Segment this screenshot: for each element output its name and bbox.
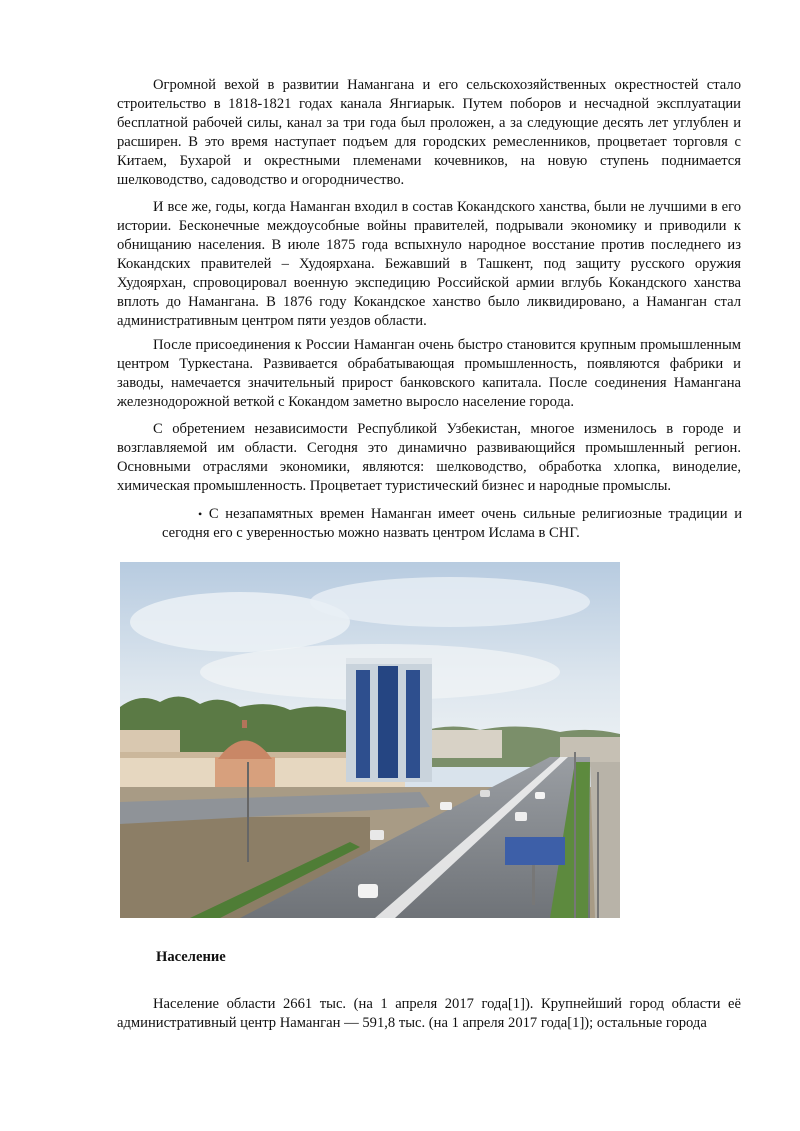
bullet-text: С незапамятных времен Наманган имеет очень сильные религиозные традиции и сегодня его с уверенностью можно назвать центром Ислама в СНГ. (162, 506, 743, 541)
namangan-city-photo (120, 562, 620, 918)
section-heading-population: Население (156, 949, 226, 965)
paragraph-kokand-khanate: И все же, годы, когда Наманган входил в состав Кокандского ханства, были не лучшими в его истории. Бесконечные междоусобные войны правителей, подрывали экономику и приводили к обнищанию населения. В июле 1875 года вспыхнуло народное восстание против последнего из Кокандских правителей – Худоярхана. Бежавший в Ташкент, под защиту русского оружия Худоярхан, спровоцировал военную экспедицию Российской армии вглубь Кокандского ханства вплоть до Намангана. В 1876 году Кокандское ханство было ликвидировано, а Наманган стал административным центром пяти уездов области. (117, 199, 741, 329)
paragraph-population: Население области 2661 тыс. (на 1 апреля 2017 года[1]). Крупнейший город области её административный центр Наманган — 591,8 тыс. (на 1 апреля 2017 года[1]); остальные города (117, 996, 741, 1031)
paragraph-russia-annexation: После присоединения к России Наманган очень быстро становится крупным промышленным центром Туркестана. Развивается обрабатывающая промышленность, появляются фабрики и заводы, намечается значительный прирост банковского капитала. После соединения Намангана железнодорожной веткой с Кокандом заметно выросло население города. (117, 337, 741, 410)
bullet-islam-center (162, 505, 742, 543)
road-sign (505, 837, 565, 865)
bullet-marker: • (198, 507, 203, 521)
paragraph-independence: С обретением независимости Республикой Узбекистан, многое изменилось в городе и возглавляемой им области. Сегодня это динамично развивающийся промышленный регион. Основными отраслями экономики, являются: шелководство, обработка хлопка, виноделие, химическая промышленность. Процветает туристический бизнес и народные промыслы. (117, 421, 741, 494)
paragraph-yangiaryk-canal: Огромной вехой в развитии Намангана и его сельскохозяйственных окрестностей стало строительство в 1818-1821 годах канала Янгиарык. Путем поборов и несчадной эксплуатации бесплатной рабочей силы, канал за три года был проложен, а за следующие десять лет углублен и расширен. В это время наступает подъем для городских ремесленников, процветает торговля с Китаем, Бухарой и окрестными племенами кочевников, на новую ступень поднимается шелководство, садоводство и огородничество. (117, 77, 741, 188)
